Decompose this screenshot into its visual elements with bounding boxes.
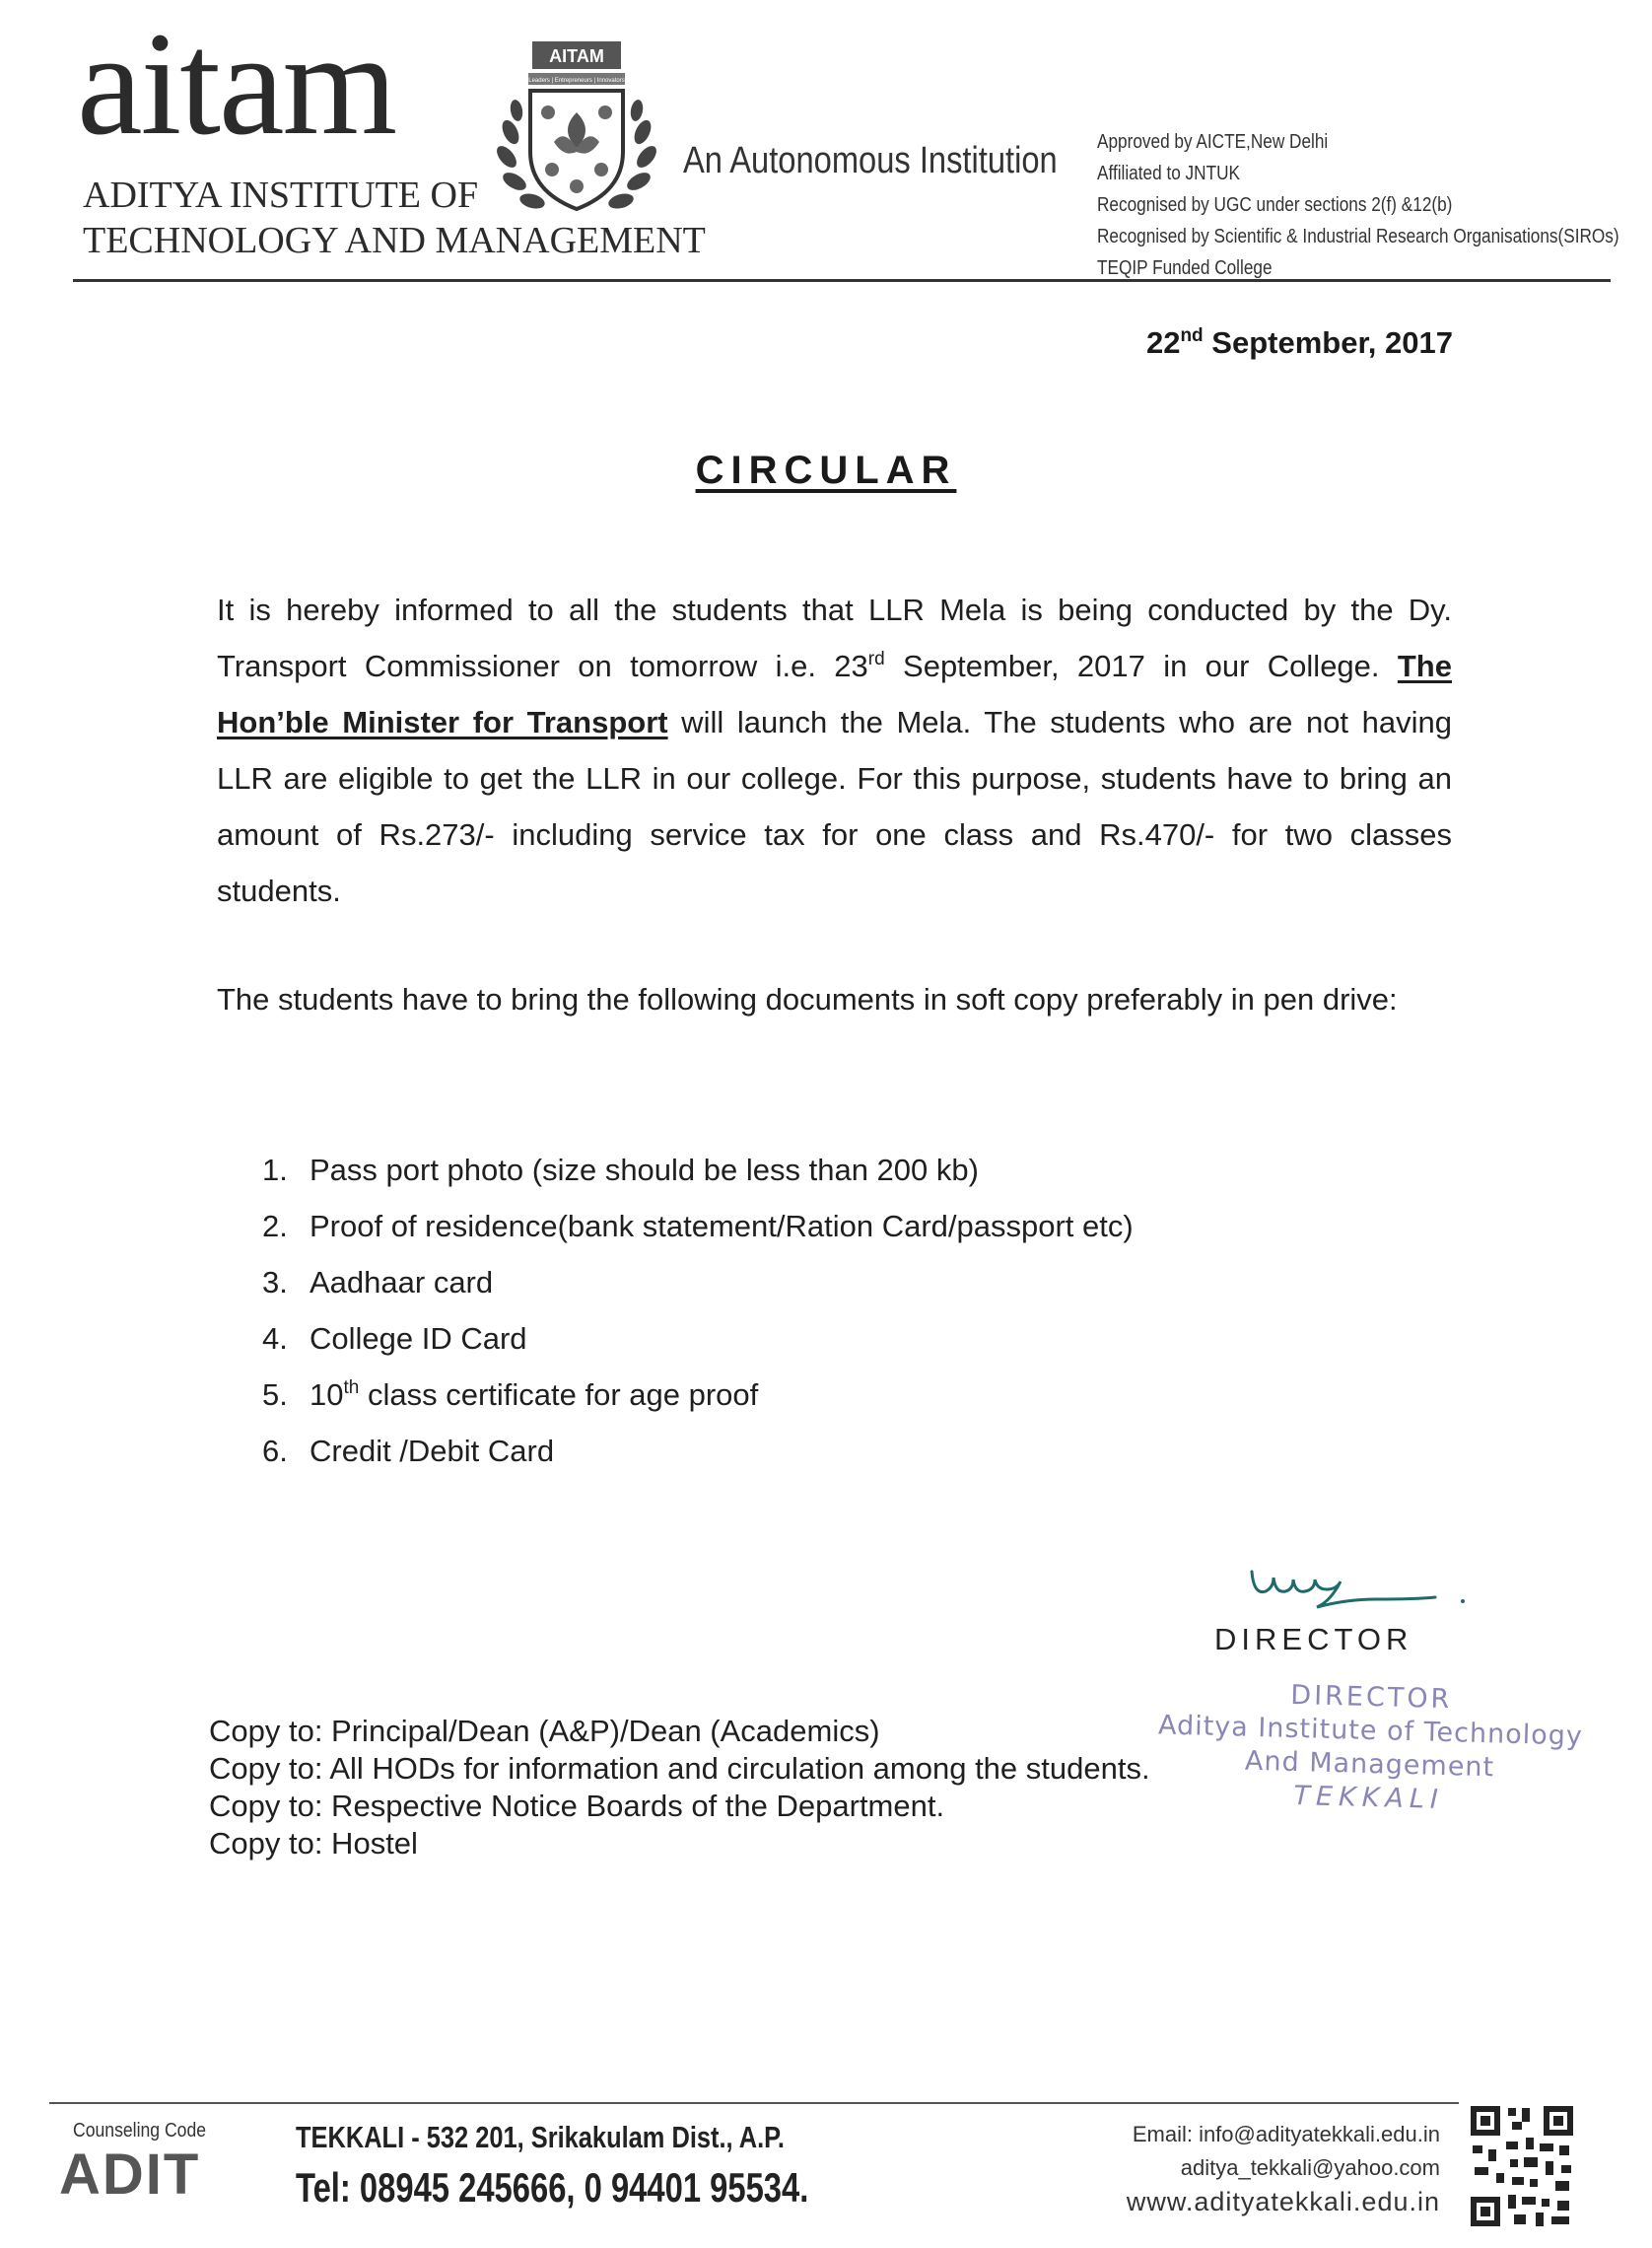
list-item — [262, 1367, 1134, 1423]
stamp-line: Aditya Institute of Technology — [1157, 1710, 1584, 1752]
copy-to-list — [209, 1713, 1150, 1862]
institute-emblem-icon — [493, 34, 660, 216]
list-text-prefix: 10 — [310, 1377, 344, 1412]
list-number: 4. — [262, 1321, 288, 1356]
signatory-title: DIRECTOR — [1214, 1622, 1413, 1656]
email-primary: Email: info@adityatekkali.edu.in — [1132, 2122, 1440, 2146]
list-text: class certificate for age proof — [359, 1377, 759, 1412]
approvals-list — [1097, 126, 1619, 284]
copy-to-item: Copy to: Principal/Dean (A&P)/Dean (Academics) — [209, 1714, 880, 1748]
copy-to-item: Copy to: Respective Notice Boards of the Department. — [209, 1789, 945, 1823]
list-number: 1. — [262, 1153, 288, 1187]
copy-to-item: Copy to: All HODs for information and circulation among the students. — [209, 1751, 1150, 1786]
list-text: Credit /Debit Card — [310, 1434, 555, 1468]
date-suffix: nd — [1180, 325, 1204, 346]
list-item — [262, 1142, 1134, 1198]
emblem-motto: Leaders | Entrepreneurs | Innovators — [528, 78, 625, 84]
paragraph-text: September, 2017 in our College. — [884, 649, 1398, 683]
documents-list — [262, 1142, 1134, 1479]
list-item — [262, 1254, 1134, 1310]
date-day: 22 — [1145, 325, 1181, 360]
list-item — [262, 1423, 1134, 1479]
list-number: 6. — [262, 1434, 288, 1468]
stamp-line: TEKKALI — [1293, 1780, 1445, 1815]
paragraph-text: will launch the Mela. The students who are not having LLR are eligible to get the LLR in our college. For this purpose, students have to bring an amount of Rs.273/- including service tax for one class and Rs.470/- for two classes students. — [217, 705, 1452, 908]
counseling-code: ADIT — [59, 2143, 201, 2207]
list-number: 5. — [262, 1377, 288, 1412]
handwritten-signature — [1244, 1558, 1471, 1617]
approval-item: Affiliated to JNTUK — [1097, 163, 1240, 184]
list-text: Proof of residence(bank statement/Ration Card/passport etc) — [310, 1209, 1134, 1243]
approval-item: TEQIP Funded College — [1097, 257, 1273, 279]
director-stamp — [1141, 1675, 1598, 1821]
emblem-label: AITAM — [549, 46, 604, 66]
qr-code-icon — [1467, 2102, 1577, 2230]
phone-numbers: Tel: 08945 245666, 0 94401 95534. — [296, 2164, 809, 2211]
circular-date — [1146, 325, 1453, 361]
list-item — [262, 1198, 1134, 1254]
ordinal-suffix: rd — [867, 649, 885, 669]
institute-name-line1: ADITYA INSTITUTE OF — [83, 175, 479, 216]
autonomous-tagline: An Autonomous Institution — [683, 140, 1058, 181]
paragraph-text: It is hereby informed to all the students that LLR Mela is being conducted by the Dy. Transport Commissioner on tomorrow i.e. 23 — [217, 593, 1452, 683]
list-number: 3. — [262, 1265, 288, 1300]
date-rest: September, 2017 — [1203, 325, 1453, 360]
approval-item: Approved by AICTE,New Delhi — [1097, 131, 1329, 153]
emphasized-text: The Hon’ble Minister for Transport — [217, 649, 1452, 739]
approval-item: Recognised by UGC under sections 2(f) &12(b) — [1097, 194, 1453, 216]
stamp-line: DIRECTOR — [1290, 1679, 1453, 1716]
list-item — [262, 1310, 1134, 1367]
institute-logo-wordmark: aitam — [77, 2, 396, 166]
copy-to-item: Copy to: Hostel — [209, 1826, 418, 1861]
page-title-text: CIRCULAR — [695, 449, 957, 492]
list-text: Pass port photo (size should be less than 200 kb) — [310, 1153, 979, 1187]
header-divider — [73, 279, 1611, 282]
institute-name-line2: TECHNOLOGY AND MANAGEMENT — [83, 220, 706, 261]
approval-item: Recognised by Scientific & Industrial Research Organisations(SIROs) — [1097, 226, 1619, 247]
postal-address: TEKKALI - 532 201, Srikakulam Dist., A.P. — [296, 2120, 785, 2154]
body-paragraph-1 — [217, 582, 1452, 919]
ordinal-suffix: th — [343, 1377, 360, 1398]
stamp-line: And Management — [1244, 1745, 1495, 1784]
page-title — [0, 449, 1652, 493]
website-link: www.adityatekkali.edu.in — [1126, 2187, 1440, 2216]
list-text: College ID Card — [310, 1321, 527, 1356]
counseling-code-label: Counseling Code — [73, 2120, 207, 2142]
contact-details — [1127, 2118, 1440, 2218]
list-text: Aadhaar card — [310, 1265, 494, 1300]
email-secondary: aditya_tekkali@yahoo.com — [1180, 2155, 1440, 2180]
footer-divider — [49, 2102, 1459, 2104]
list-number: 2. — [262, 1209, 288, 1243]
body-paragraph-2: The students have to bring the following documents in soft copy preferably in pen drive: — [217, 982, 1398, 1017]
